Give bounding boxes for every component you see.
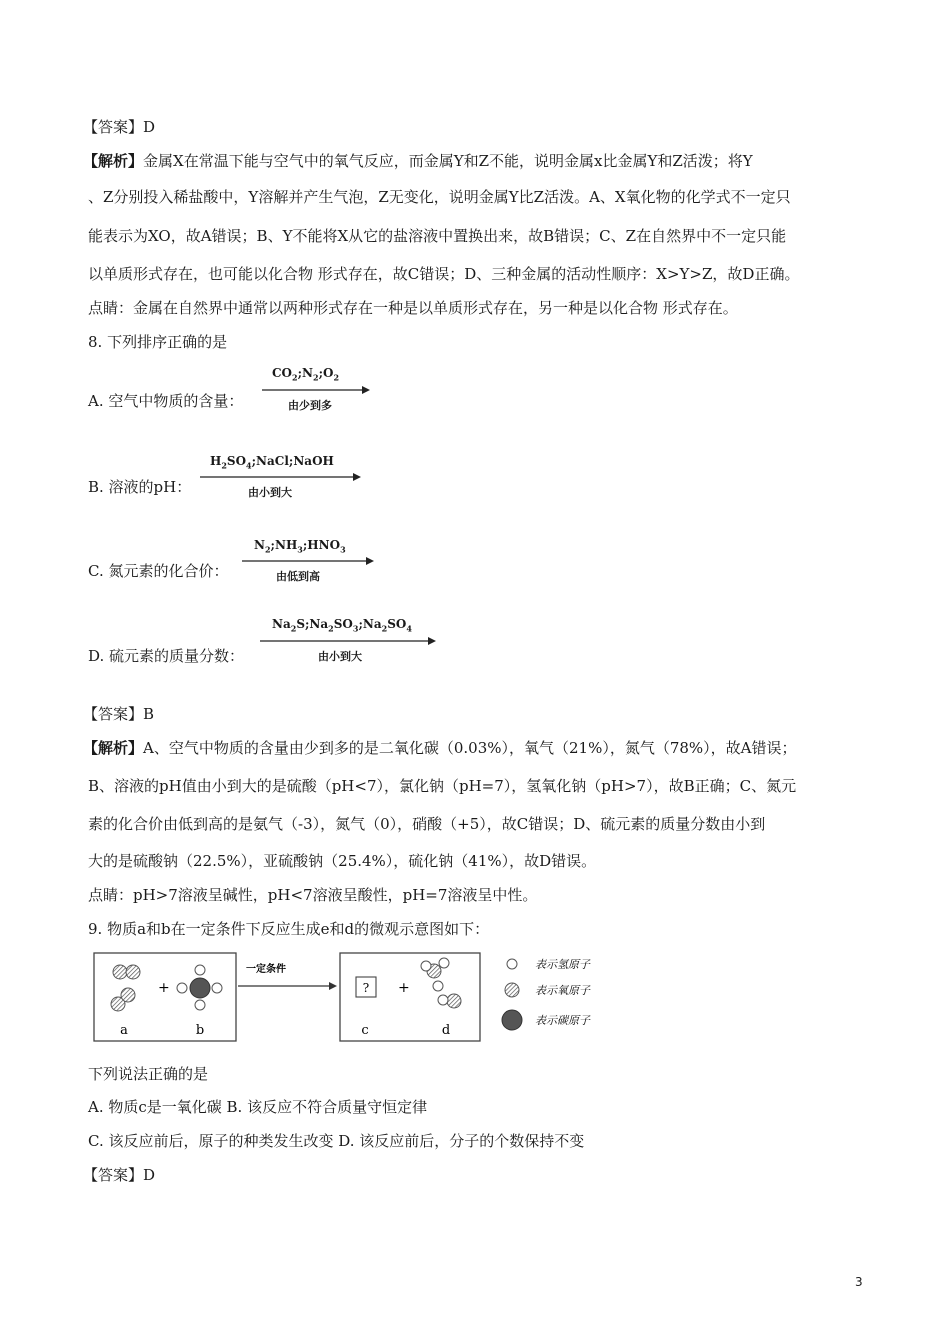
q8-tip: 点睛：pH>7溶液呈碱性，pH<7溶液呈酸性，pH=7溶液呈中性。	[88, 886, 538, 904]
label-d: d	[441, 1023, 451, 1038]
analysis-text: 金属X在常温下能与空气中的氧气反应，而金属Y和Z不能，说明金属x比金属Y和Z活泼；将Y	[143, 152, 753, 170]
legend-hydrogen: 表示氢原子	[535, 958, 590, 971]
legend-hydrogen-icon	[507, 959, 517, 969]
label-c: c	[361, 1023, 369, 1038]
q7-tip: 点睛：金属在自然界中通常以两种形式存在一种是以单质形式存在，另一种是以化合物 形式存在。	[88, 299, 738, 317]
q8-analysis-line-2: B、溶液的pH值由小到大的是硫酸（pH<7），氯化钠（pH=7），氢氧化钠（pH>7），故B正确；C、氮元	[88, 777, 797, 795]
legend-carbon-icon	[502, 1010, 522, 1030]
hydrogen-atom	[195, 1000, 205, 1010]
q8-option-c-label: C. 氮元素的化合价：	[88, 562, 229, 580]
q8-option-d-label: D. 硫元素的质量分数：	[88, 647, 245, 665]
hydrogen-atom	[433, 981, 443, 991]
carbon-atom	[190, 978, 210, 998]
plus-sign-right: +	[398, 980, 410, 996]
q9-options-ab: A. 物质c是一氧化碳 B. 该反应不符合质量守恒定律	[88, 1098, 428, 1116]
q8-option-c-arrow	[242, 538, 377, 588]
q8-option-d-arrow	[260, 617, 440, 667]
legend-oxygen-icon	[505, 983, 519, 997]
reaction-diagram	[92, 950, 632, 1045]
hydrogen-atom	[438, 995, 448, 1005]
arrow-b-line	[200, 471, 365, 483]
q8-option-a-arrow	[262, 366, 372, 416]
page-number: 3	[855, 1275, 863, 1289]
legend-carbon: 表示碳原子	[535, 1014, 590, 1027]
oxygen-atom	[447, 994, 461, 1008]
arrow-b-formulas: $H_2SO_4;NaCl;NaOH$	[210, 454, 334, 471]
q8-stem: 8. 下列排序正确的是	[88, 333, 228, 351]
unknown-mark: ?	[362, 981, 370, 995]
q8-analysis-line-4: 大的是硫酸钠（22.5%），亚硫酸钠（25.4%），硫化钠（41%），故D错误。	[88, 852, 597, 870]
oxygen-atom	[126, 965, 140, 979]
label-a: a	[120, 1023, 128, 1038]
q8-option-b-label: B. 溶液的pH：	[88, 478, 192, 496]
arrow-b-caption: 由小到大	[248, 486, 292, 499]
q7-analysis-line-2: 、Z分别投入稀盐酸中，Y溶解并产生气泡，Z无变化，说明金属Y比Z活泼。A、X氧化物的化学式不一定只	[88, 188, 791, 206]
arrow-d-line	[260, 635, 440, 647]
q9-prompt: 下列说法正确的是	[88, 1065, 209, 1083]
label-b: b	[195, 1023, 205, 1038]
arrow-d-formulas: $Na_2S;Na_2SO_3;Na_2SO_4$	[272, 617, 412, 634]
q7-analysis-line-1	[83, 151, 753, 171]
arrow-a-caption: 由少到多	[288, 399, 332, 412]
arrow-c-caption: 由低到高	[276, 570, 320, 583]
hydrogen-atom	[212, 983, 222, 993]
hydrogen-atom	[195, 965, 205, 975]
q7-analysis-line-3: 能表示为XO，故A错误；B、Y不能将X从它的盐溶液中置换出来，故B错误；C、Z在自然界中不一定只能	[88, 227, 787, 245]
hydrogen-atom	[421, 961, 431, 971]
analysis-text: A、空气中物质的含量由少到多的是二氧化碳（0.03%），氧气（21%），氮气（78%），故A错误；	[143, 739, 797, 757]
analysis-label: 【解析】	[83, 739, 144, 757]
hydrogen-atom	[177, 983, 187, 993]
q8-analysis-line-3: 素的化合价由低到高的是氨气（-3），氮气（0），硝酸（+5），故C错误；D、硫元素的质量分数由小到	[88, 815, 766, 833]
q9-options-cd: C. 该反应前后，原子的种类发生改变 D. 该反应前后，分子的个数保持不变	[88, 1132, 585, 1150]
q8-option-b-arrow	[200, 454, 365, 504]
plus-sign-left: +	[158, 980, 170, 996]
q7-analysis-line-4: 以单质形式存在，也可能以化合物 形式存在，故C错误；D、三种金属的活动性顺序：X>Y>Z，故D正确。	[88, 265, 800, 283]
reaction-arrowhead	[329, 982, 337, 990]
q8-answer: 【答案】B	[83, 705, 155, 723]
arrow-c-formulas: $N_2;NH_3;HNO_3$	[254, 538, 346, 555]
reaction-condition: 一定条件	[246, 964, 286, 975]
q8-analysis-line-1	[83, 738, 797, 758]
q7-answer: 【答案】D	[83, 118, 156, 136]
oxygen-atom	[121, 988, 135, 1002]
oxygen-atom	[113, 965, 127, 979]
q9-stem: 9. 物质a和b在一定条件下反应生成e和d的微观示意图如下：	[88, 920, 490, 938]
arrow-d-caption: 由小到大	[318, 650, 362, 663]
q8-option-a-label: A. 空气中物质的含量：	[88, 392, 244, 410]
arrow-a-formulas: $CO_2;N_2;O_2$	[272, 366, 340, 383]
arrow-c-line	[242, 555, 377, 567]
arrow-a-line	[262, 384, 372, 396]
q9-answer: 【答案】D	[83, 1166, 156, 1184]
legend-oxygen: 表示氧原子	[535, 984, 590, 997]
analysis-label: 【解析】	[83, 152, 144, 170]
hydrogen-atom	[439, 958, 449, 968]
